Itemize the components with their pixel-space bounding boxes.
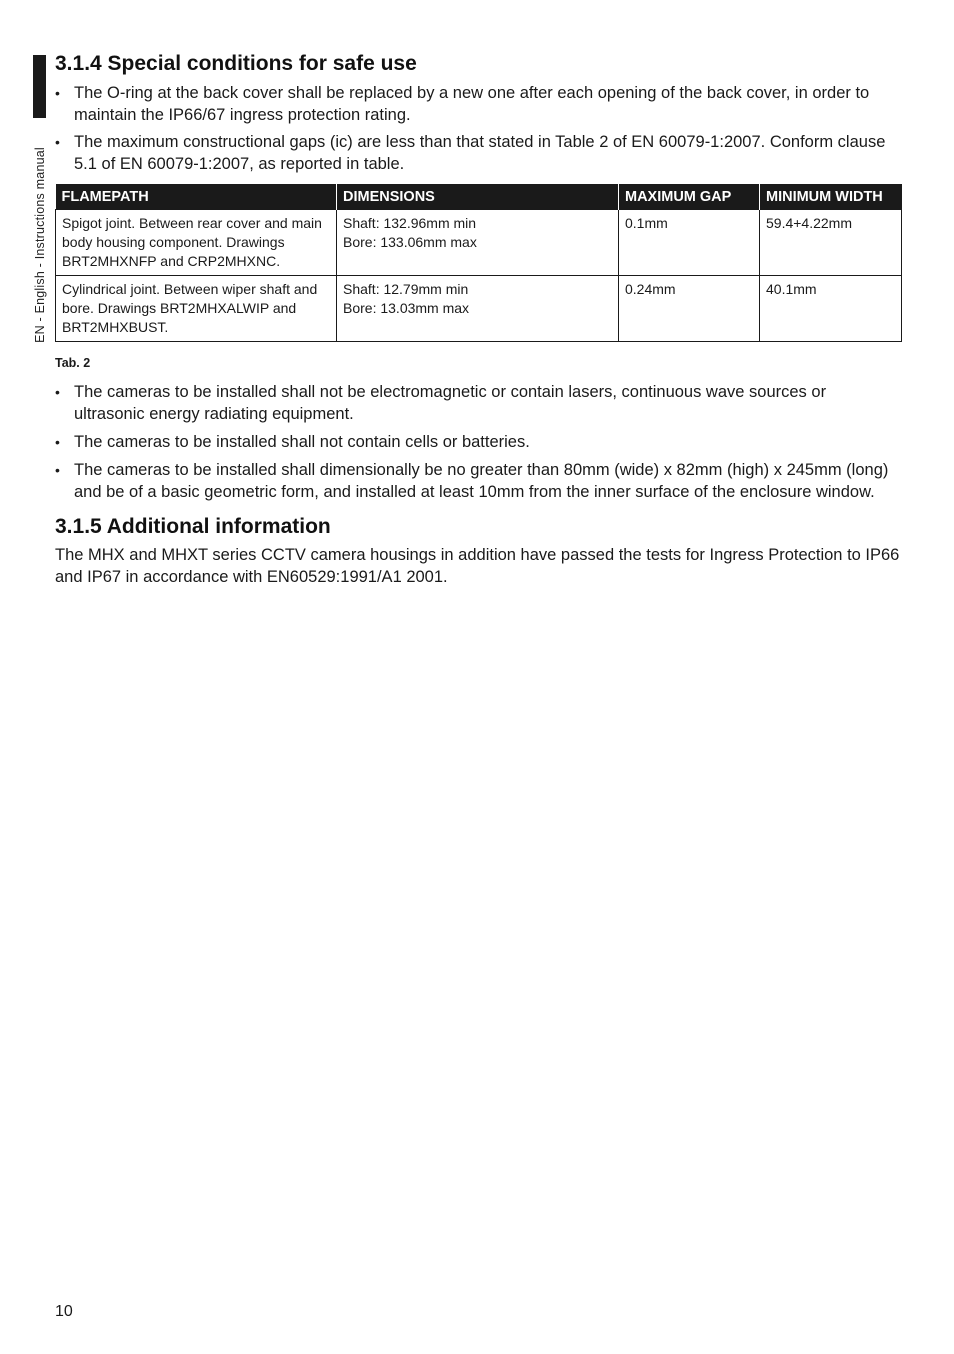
cell-dimensions: [337, 276, 619, 342]
cell-maximum-gap: 0.24mm: [619, 276, 760, 342]
dimension-bore: Bore: 133.06mm max: [343, 234, 477, 251]
additional-info-paragraph: The MHX and MHXT series CCTV camera housings in addition have passed the tests for Ingress Protection to IP66 and IP67 in accordance with EN60529:1991/A1 2001.: [55, 546, 900, 586]
bullet-icon: •: [55, 384, 60, 401]
page-number: 10: [55, 1303, 73, 1320]
column-header-dimensions: DIMENSIONS: [337, 184, 619, 210]
dimension-shaft: Shaft: 12.79mm min: [343, 281, 469, 298]
section-heading-safe-use: 3.1.4 Special conditions for safe use: [55, 52, 417, 75]
side-label: EN - English - Instructions manual: [33, 147, 47, 343]
table-row: [56, 276, 902, 342]
table-row: [56, 210, 902, 276]
dimension-shaft: Shaft: 132.96mm min: [343, 215, 477, 232]
bullet-icon: •: [55, 462, 60, 479]
cell-flamepath: Cylindrical joint. Between wiper shaft and bore. Drawings BRT2MHXALWIP and BRT2MHXBUST.: [56, 276, 337, 342]
cell-minimum-width: 59.4+4.22mm: [760, 210, 902, 276]
section-heading-additional-info: 3.1.5 Additional information: [55, 515, 331, 539]
bullet-icon: •: [55, 433, 60, 450]
list-item: • The cameras to be installed shall not be electromagnetic or contain lasers, continuous wave sources or ultrasonic energy radiating equipment.: [55, 383, 827, 423]
column-header-flamepath: FLAMEPATH: [56, 184, 337, 210]
column-header-minimum-width: MINIMUM WIDTH: [760, 184, 902, 210]
page-content: [55, 50, 901, 589]
bullet-list-top: [55, 83, 901, 175]
bullet-icon: •: [55, 85, 60, 101]
table-caption: Tab. 2: [55, 356, 91, 371]
cell-dimensions: [337, 210, 619, 276]
dimension-bore: Bore: 13.03mm max: [343, 300, 470, 317]
bullet-icon: •: [55, 134, 60, 151]
list-item: • The cameras to be installed shall dimensionally be no greater than 80mm (wide) x 82mm (high) x 245mm (long) and be of a basic geometric form, and installed at least 10mm from the inner surface of the enclosure window.: [55, 461, 889, 501]
section-marker-bar: [33, 55, 46, 118]
list-item: • The cameras to be installed shall not contain cells or batteries.: [55, 432, 901, 454]
cell-minimum-width: 40.1mm: [760, 276, 902, 342]
flamepath-table: [55, 184, 902, 342]
column-header-maximum-gap: MAXIMUM GAP: [619, 184, 760, 210]
table-header-row: [56, 184, 902, 210]
bullet-list-bottom: [55, 382, 901, 503]
cell-flamepath: Spigot joint. Between rear cover and main body housing component. Drawings BRT2MHXNFP and CRP2MHXNC.: [56, 210, 337, 276]
list-item: • The maximum constructional gaps (ic) are less than that stated in Table 2 of EN 60079-1:2007. Conform clause 5.1 of EN 60079-1:2007, as reported in table.: [55, 133, 886, 173]
cell-maximum-gap: 0.1mm: [619, 210, 760, 276]
list-item: • The O-ring at the back cover shall be replaced by a new one after each opening of the back cover, in order to maintain the IP66/67 ingress protection rating.: [55, 84, 870, 124]
